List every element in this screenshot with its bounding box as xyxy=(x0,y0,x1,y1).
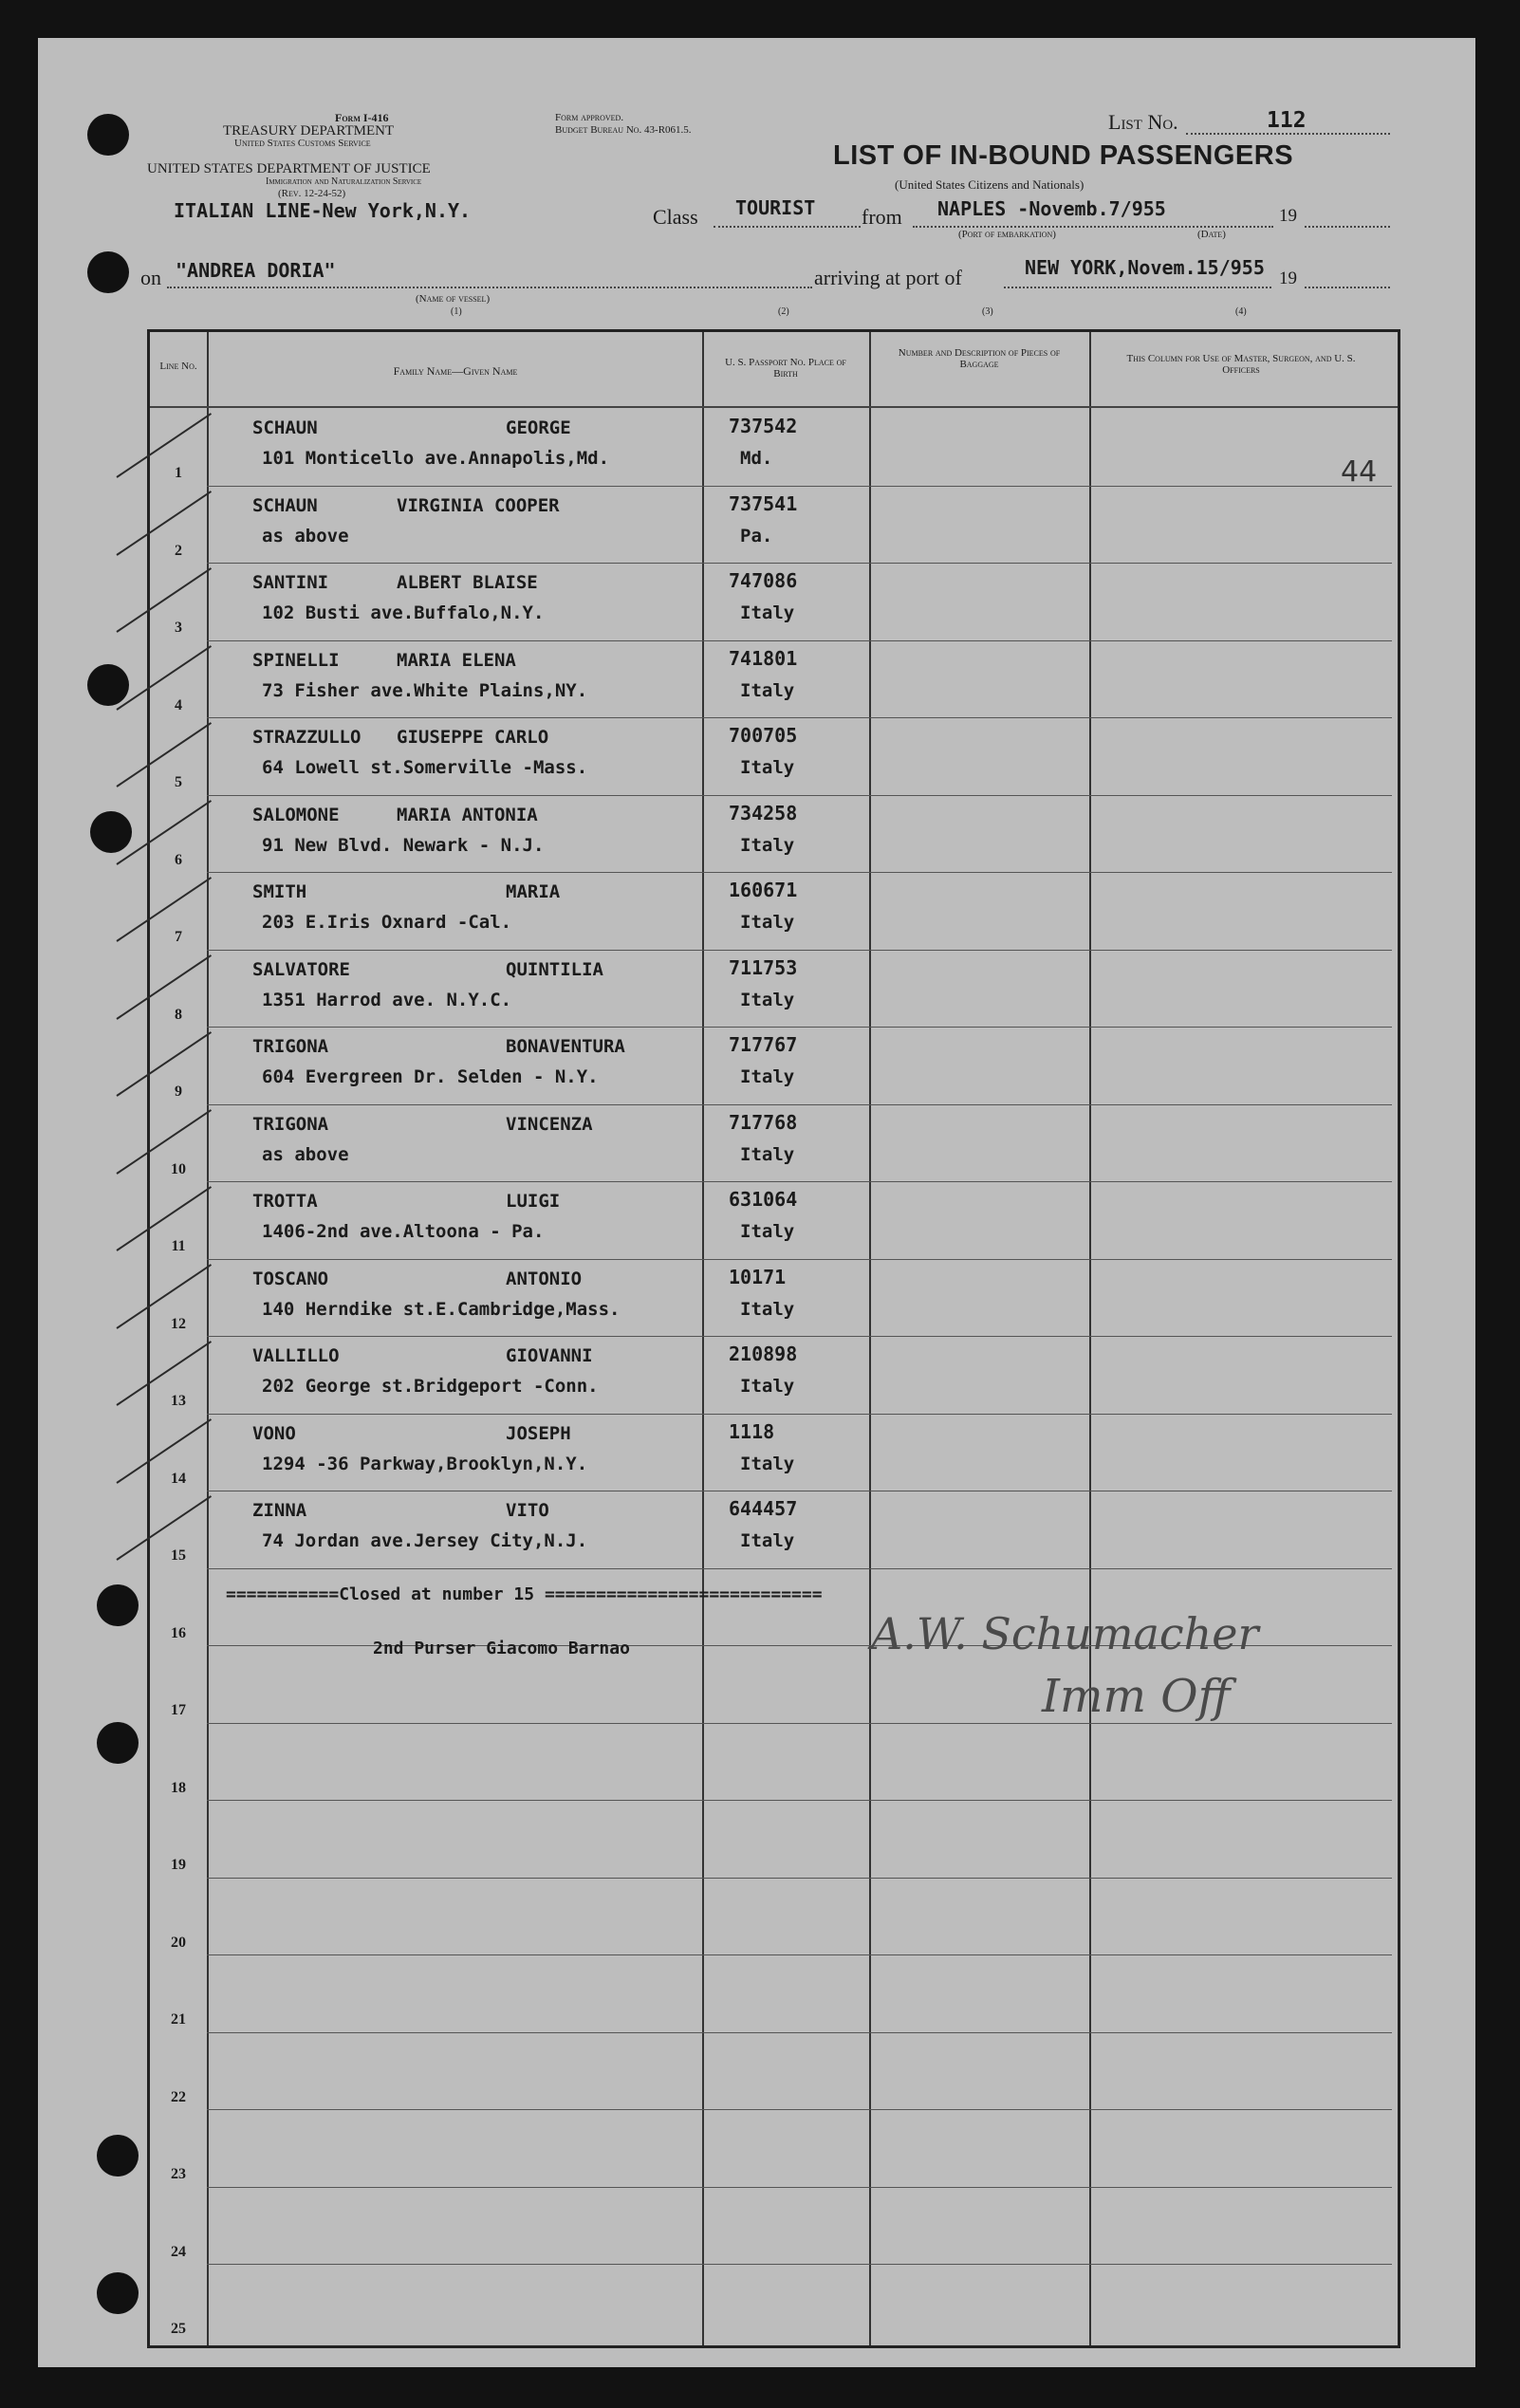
passport-number: 737541 xyxy=(729,491,798,515)
given-name: MARIA ANTONIA xyxy=(397,804,538,825)
table-row xyxy=(150,1492,1392,1570)
address: 1406-2nd ave.Altoona - Pa. xyxy=(262,1221,545,1242)
given-name: VINCENZA xyxy=(506,1113,593,1135)
table-row xyxy=(150,1183,1392,1261)
row-divider xyxy=(207,1800,1392,1801)
passport-number: 631064 xyxy=(729,1188,798,1211)
line-number: 5 xyxy=(175,774,182,790)
officer-note: 44 xyxy=(1341,455,1378,489)
table-row xyxy=(150,2111,1392,2189)
line-number: 9 xyxy=(175,1084,182,1100)
place-of-birth: Italy xyxy=(740,679,795,701)
address: 73 Fisher ave.White Plains,NY. xyxy=(262,679,588,701)
place-of-birth: Italy xyxy=(740,757,795,778)
on-label: on xyxy=(140,266,161,289)
embark-port-date: NAPLES -Novemb.7/955 xyxy=(937,197,1166,220)
manifest-page xyxy=(38,38,1475,2367)
place-of-birth: Md. xyxy=(740,448,773,469)
given-name: ANTONIO xyxy=(506,1268,583,1289)
line-number: 3 xyxy=(175,620,182,636)
line-number: 20 xyxy=(171,1934,186,1951)
family-name: SPINELLI xyxy=(252,649,340,671)
passport-number: 741801 xyxy=(729,646,798,670)
form-approved: Form approved. xyxy=(555,112,624,123)
row-divider xyxy=(207,950,1392,951)
place-of-birth: Italy xyxy=(740,1453,795,1474)
row-divider xyxy=(207,1027,1392,1028)
line-number: 2 xyxy=(175,542,182,559)
address: 202 George st.Bridgeport -Conn. xyxy=(262,1376,599,1397)
address: 604 Evergreen Dr. Selden - N.Y. xyxy=(262,1066,599,1087)
line-number: 14 xyxy=(171,1470,186,1487)
punch-hole xyxy=(97,2272,139,2314)
family-name: VONO xyxy=(252,1422,296,1444)
table-row xyxy=(150,488,1392,565)
address: 203 E.Iris Oxnard -Cal. xyxy=(262,912,512,933)
line-number: 25 xyxy=(171,2321,186,2337)
family-name: SCHAUN xyxy=(252,494,318,516)
address: 1351 Harrod ave. N.Y.C. xyxy=(262,989,512,1010)
vessel-caption: (Name of vessel) xyxy=(416,293,491,305)
place-of-birth: Italy xyxy=(740,1066,795,1087)
table-row xyxy=(150,1416,1392,1493)
line-number: 7 xyxy=(175,929,182,945)
customs-service: United States Customs Service xyxy=(234,138,371,149)
address: 101 Monticello ave.Annapolis,Md. xyxy=(262,448,610,469)
place-of-birth: Italy xyxy=(740,1221,795,1242)
table-row xyxy=(150,410,1392,488)
closing-line: ===========Closed at number 15 =========================== xyxy=(226,1584,823,1604)
class-label: Class xyxy=(653,205,698,229)
ins-service: Immigration and Naturalization Service xyxy=(266,176,422,187)
given-name: QUINTILIA xyxy=(506,958,603,980)
address: 140 Herndike st.E.Cambridge,Mass. xyxy=(262,1298,621,1320)
row-divider xyxy=(207,2032,1392,2033)
row-divider xyxy=(207,2264,1392,2265)
passport-number: 160671 xyxy=(729,879,798,901)
line-number: 18 xyxy=(171,1779,186,1796)
given-name: LUIGI xyxy=(506,1191,561,1212)
justice-dept: UNITED STATES DEPARTMENT OF JUSTICE xyxy=(147,161,431,176)
place-of-birth: Pa. xyxy=(740,525,773,546)
list-number: 112 xyxy=(1267,108,1307,133)
punch-hole xyxy=(97,1722,139,1764)
col4-number: (4) xyxy=(1235,306,1247,317)
budget-bureau: Budget Bureau No. 43-R061.5. xyxy=(555,124,692,136)
table-row xyxy=(150,2189,1392,2267)
punch-hole xyxy=(87,664,129,706)
row-divider xyxy=(207,1336,1392,1337)
revision: (Rev. 12-24-52) xyxy=(278,188,346,199)
place-of-birth: Italy xyxy=(740,989,795,1010)
passport-number: 10171 xyxy=(729,1265,787,1288)
line-number: 17 xyxy=(171,1702,186,1718)
family-name: SALOMONE xyxy=(252,804,340,825)
passport-number: 747086 xyxy=(729,569,798,592)
row-divider xyxy=(207,640,1392,641)
place-of-birth: Italy xyxy=(740,1530,795,1551)
line-number: 16 xyxy=(171,1624,186,1641)
line-number: 13 xyxy=(171,1393,186,1409)
table-row xyxy=(150,2034,1392,2112)
col3-number: (3) xyxy=(982,306,993,317)
address: 74 Jordan ave.Jersey City,N.J. xyxy=(262,1530,588,1551)
given-name: GIOVANNI xyxy=(506,1345,593,1366)
family-name: SMITH xyxy=(252,881,307,902)
family-name: SCHAUN xyxy=(252,417,318,438)
passenger-table xyxy=(147,329,1400,2348)
given-name: GIUSEPPE CARLO xyxy=(397,727,549,748)
address: as above xyxy=(262,1143,349,1165)
table-row xyxy=(150,2266,1392,2343)
line-number: 22 xyxy=(171,2088,186,2105)
row-divider xyxy=(207,1259,1392,1260)
line-number: 21 xyxy=(171,2011,186,2028)
punch-hole xyxy=(87,114,129,156)
line-number: 6 xyxy=(175,851,182,868)
table-row xyxy=(150,1725,1392,1803)
punch-hole xyxy=(97,1584,139,1626)
row-divider xyxy=(207,1181,1392,1182)
family-name: TROTTA xyxy=(252,1191,318,1212)
place-of-birth: Italy xyxy=(740,1143,795,1165)
row-divider xyxy=(207,2109,1392,2110)
line-number: 11 xyxy=(171,1238,186,1254)
given-name: MARIA xyxy=(506,881,561,902)
line-number: 19 xyxy=(171,1857,186,1873)
passport-number: 644457 xyxy=(729,1497,798,1520)
address: 1294 -36 Parkway,Brooklyn,N.Y. xyxy=(262,1453,588,1474)
punch-hole xyxy=(90,811,132,853)
given-name: BONAVENTURA xyxy=(506,1036,625,1057)
passport-number: 700705 xyxy=(729,724,798,747)
given-name: MARIA ELENA xyxy=(397,649,516,671)
shipping-line: ITALIAN LINE-New York,N.Y. xyxy=(174,199,472,222)
list-no-label: List No. xyxy=(1108,110,1178,134)
arriving-label: arriving at port of xyxy=(814,266,962,289)
row-divider xyxy=(207,563,1392,564)
punch-hole xyxy=(97,2135,139,2176)
port-embark-caption: (Port of embarkation) xyxy=(958,229,1056,240)
row-divider xyxy=(207,1878,1392,1879)
treasury-dept: TREASURY DEPARTMENT xyxy=(223,123,395,139)
row-divider xyxy=(207,486,1392,487)
given-name: GEORGE xyxy=(506,417,571,438)
line-number: 8 xyxy=(175,1006,182,1023)
passport-number: 734258 xyxy=(729,801,798,824)
table-row xyxy=(150,1106,1392,1184)
row-divider xyxy=(207,717,1392,718)
passport-number: 1118 xyxy=(729,1419,775,1443)
table-row xyxy=(150,642,1392,720)
purser-name: 2nd Purser Giacomo Barnao xyxy=(373,1639,630,1658)
row-divider xyxy=(207,1104,1392,1105)
family-name: STRAZZULLO xyxy=(252,727,361,748)
document-title: LIST OF IN-BOUND PASSENGERS xyxy=(833,140,1294,171)
family-name: TRIGONA xyxy=(252,1036,329,1057)
header-passport: U. S. Passport No. Place of Birth xyxy=(725,357,846,380)
row-divider xyxy=(207,795,1392,796)
row-divider xyxy=(207,1414,1392,1415)
year-label-1: 19 xyxy=(1279,206,1297,226)
table-row xyxy=(150,1880,1392,1957)
line-number: 12 xyxy=(171,1315,186,1332)
place-of-birth: Italy xyxy=(740,912,795,933)
passport-number: 717767 xyxy=(729,1033,798,1056)
header-baggage: Number and Description of Pieces of Baggage xyxy=(898,347,1061,370)
row-divider xyxy=(207,2187,1392,2188)
signature: A.W. Schumacher xyxy=(871,1608,1259,1659)
line-number: 1 xyxy=(175,465,182,481)
header-officers: This Column for Use of Master, Surgeon, and U. S. Officers xyxy=(1126,353,1356,376)
class-value: TOURIST xyxy=(735,196,816,219)
line-number: 23 xyxy=(171,2166,186,2182)
family-name: TOSCANO xyxy=(252,1268,329,1289)
place-of-birth: Italy xyxy=(740,602,795,623)
col2-number: (2) xyxy=(778,306,789,317)
given-name: VIRGINIA COOPER xyxy=(397,494,560,516)
year-label-2: 19 xyxy=(1279,269,1297,288)
table-row xyxy=(150,719,1392,797)
passport-number: 717768 xyxy=(729,1110,798,1134)
line-number: 24 xyxy=(171,2243,186,2260)
from-label: from xyxy=(862,205,902,229)
table-row xyxy=(150,1956,1392,2034)
given-name: VITO xyxy=(506,1500,549,1521)
document-subtitle: (United States Citizens and Nationals) xyxy=(895,177,1084,192)
table-row xyxy=(150,1338,1392,1416)
table-row xyxy=(150,1028,1392,1106)
given-name: ALBERT BLAISE xyxy=(397,572,538,593)
passport-number: 711753 xyxy=(729,955,798,979)
header-name: Family Name—Given Name xyxy=(393,364,518,378)
address: 102 Busti ave.Buffalo,N.Y. xyxy=(262,602,545,623)
family-name: VALLILLO xyxy=(252,1345,340,1366)
table-row xyxy=(150,1802,1392,1880)
family-name: TRIGONA xyxy=(252,1113,329,1135)
place-of-birth: Italy xyxy=(740,1298,795,1320)
address: as above xyxy=(262,525,349,546)
form-number: Form I-416 xyxy=(335,111,389,124)
row-divider xyxy=(207,1954,1392,1955)
passport-number: 737542 xyxy=(729,415,798,437)
col1-number: (1) xyxy=(451,306,462,317)
passport-number: 210898 xyxy=(729,1343,798,1365)
line-number: 15 xyxy=(171,1547,186,1564)
vessel-name: "ANDREA DORIA" xyxy=(176,259,336,282)
table-row xyxy=(150,874,1392,952)
punch-hole xyxy=(87,251,129,293)
date-caption: (Date) xyxy=(1197,229,1226,240)
row-divider xyxy=(207,872,1392,873)
signature-title: Imm Off xyxy=(1042,1670,1231,1723)
address: 91 New Blvd. Newark - N.J. xyxy=(262,834,545,856)
line-number: 10 xyxy=(171,1160,186,1177)
table-row xyxy=(150,797,1392,875)
address: 64 Lowell st.Somerville -Mass. xyxy=(262,757,588,778)
place-of-birth: Italy xyxy=(740,1376,795,1397)
line-number: 4 xyxy=(175,696,182,713)
family-name: SALVATORE xyxy=(252,958,350,980)
header-line-no: Line No. xyxy=(159,361,197,372)
family-name: ZINNA xyxy=(252,1500,307,1521)
place-of-birth: Italy xyxy=(740,834,795,856)
table-row xyxy=(150,1261,1392,1339)
table-row xyxy=(150,565,1392,642)
arrival-port-date: NEW YORK,Novem.15/955 xyxy=(1025,256,1265,279)
table-row xyxy=(150,952,1392,1029)
row-divider xyxy=(207,1568,1392,1569)
family-name: SANTINI xyxy=(252,572,329,593)
given-name: JOSEPH xyxy=(506,1422,571,1444)
